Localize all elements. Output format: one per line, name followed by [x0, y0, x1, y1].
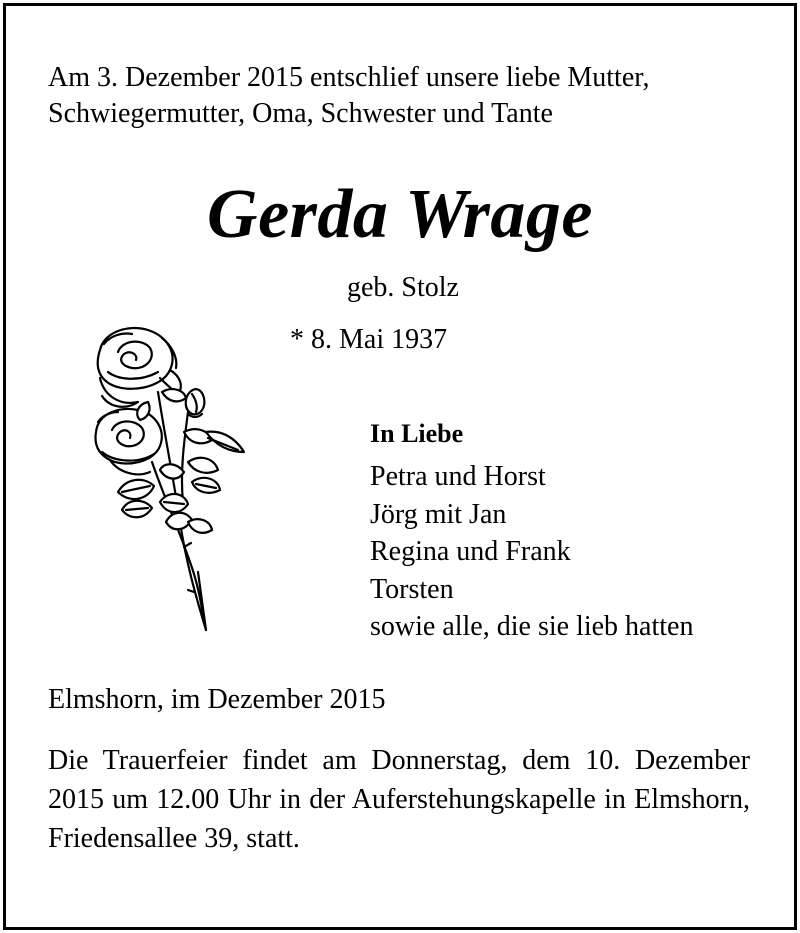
place-date: Elmshorn, im Dezember 2015 [48, 684, 386, 715]
birth-date: * 8. Mai 1937 [290, 324, 448, 355]
deceased-name: Gerda Wrage [207, 176, 593, 253]
mourner-line: sowie alle, die sie lieb hatten [370, 611, 694, 642]
rose-icon [88, 322, 253, 637]
mourner-line: Petra und Horst [370, 461, 546, 492]
service-info: Die Trauerfeier findet am Donnerstag, dem 10. Dezember 2015 um 12.00 Uhr in der Auferstehungskapelle in Elmshorn, Friedensallee 39, statt. [48, 745, 750, 854]
maiden-name: geb. Stolz [347, 272, 459, 303]
mourner-line: Torsten [370, 573, 454, 605]
mourner-line: Regina und Frank [370, 536, 571, 567]
mourner-line: Jörg mit Jan [370, 498, 507, 530]
mourners-block [370, 414, 693, 646]
mourners-heading: In Liebe [370, 419, 464, 448]
intro-text: Am 3. Dezember 2015 entschlief unsere liebe Mutter, Schwiegermutter, Oma, Schwester und Tante [48, 62, 650, 129]
